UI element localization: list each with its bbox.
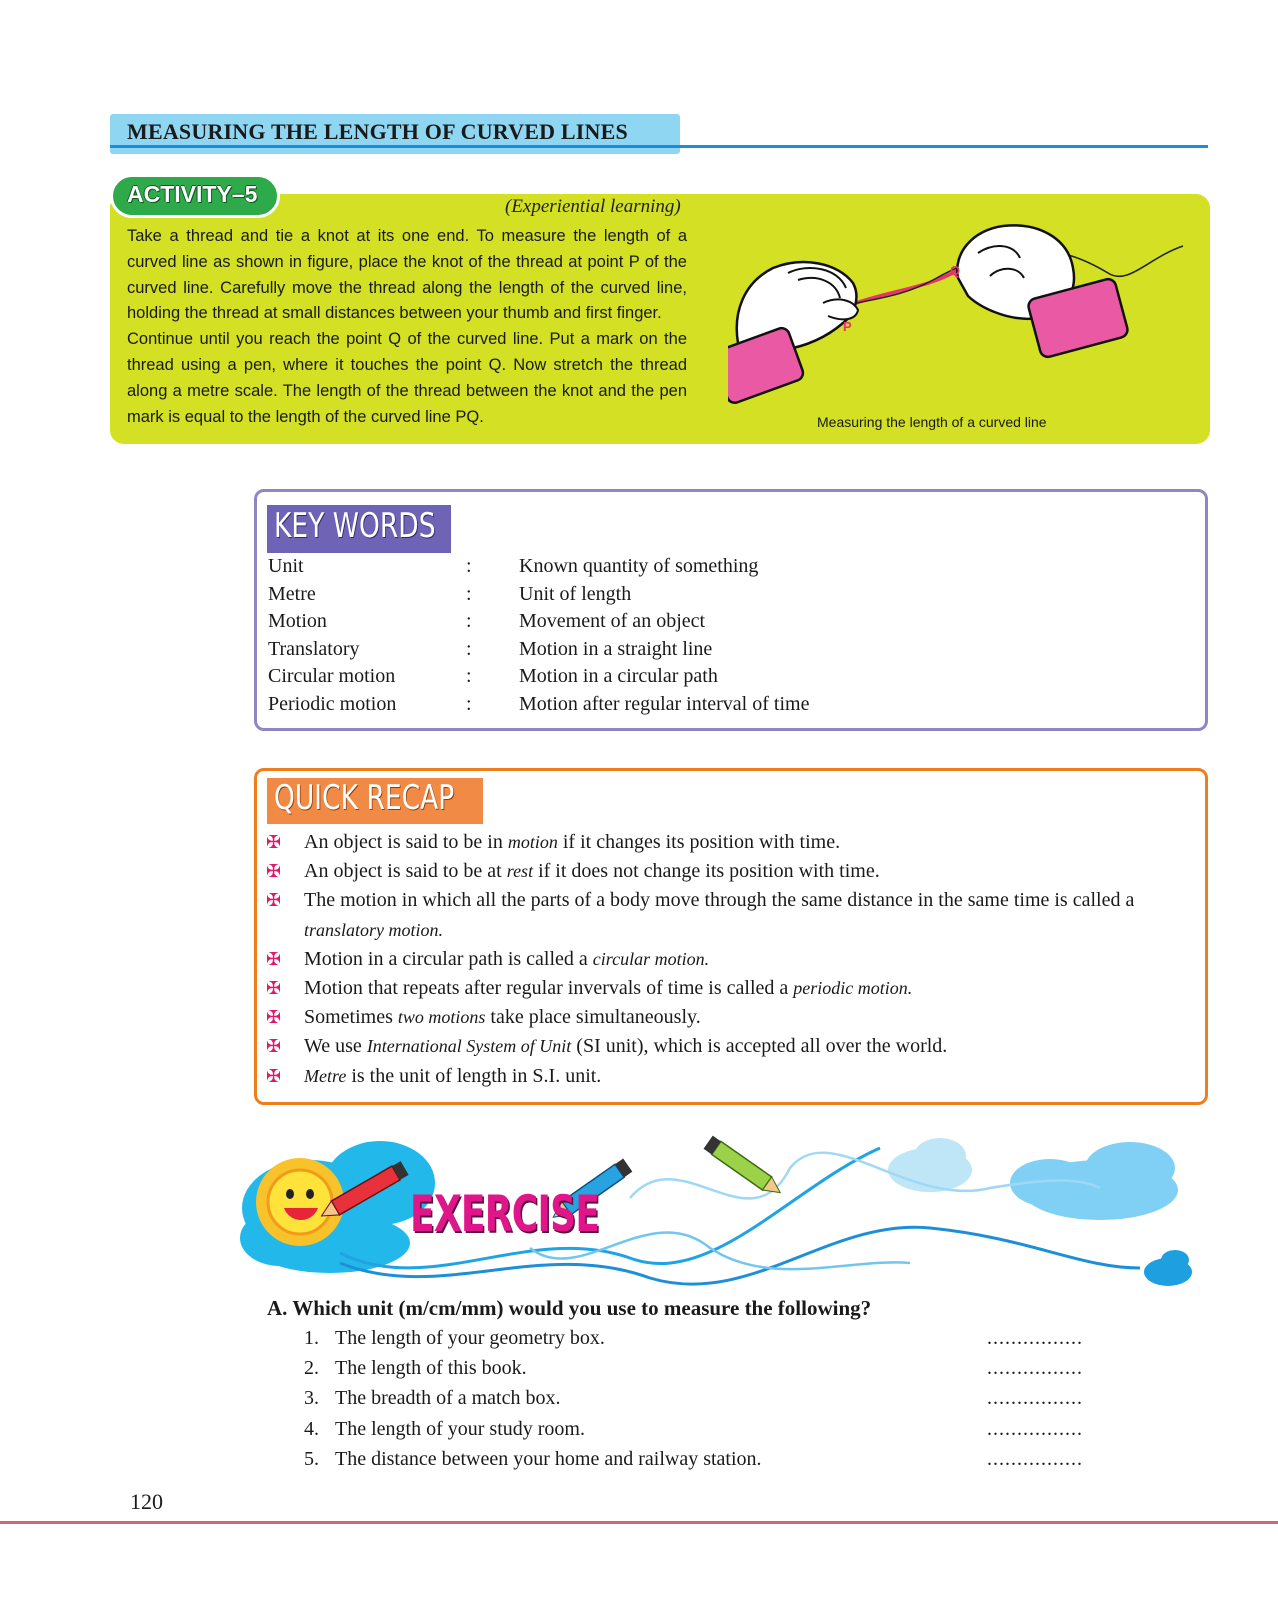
cloud-icon <box>888 1138 972 1192</box>
activity-text <box>127 224 687 430</box>
recap-item: ✠ We use International System of Unit (SI unit), which is accepted all over the world. <box>266 1032 1201 1061</box>
answer-blank[interactable]: ................ <box>987 1418 1083 1440</box>
answer-blank[interactable]: ................ <box>987 1357 1083 1379</box>
cross-bullet-icon: ✠ <box>266 861 282 883</box>
cross-bullet-icon: ✠ <box>266 1065 282 1087</box>
section-rule <box>110 145 1208 148</box>
key-words-heading: KEY WORDS <box>274 506 436 546</box>
footer-rule <box>0 1521 1278 1524</box>
key-word-definition: Movement of an object <box>519 610 706 632</box>
key-word-colon: : <box>466 665 472 687</box>
right-hand <box>957 225 1129 358</box>
question-a: A. Which unit (m/cm/mm) would you use to measure the following? <box>267 1296 872 1320</box>
key-word-definition: Motion in a straight line <box>519 637 713 660</box>
question-number: 5. <box>304 1448 319 1470</box>
question-text: The breadth of a match box. <box>335 1387 561 1409</box>
answer-blank[interactable]: ................ <box>987 1448 1083 1470</box>
key-word-term: Unit <box>268 555 304 577</box>
exercise-banner-art <box>230 1128 1230 1298</box>
key-word-colon: : <box>466 692 472 715</box>
cross-bullet-icon: ✠ <box>266 890 282 912</box>
cross-bullet-icon: ✠ <box>266 1036 282 1058</box>
recap-item: ✠ Motion that repeats after regular invervals of time is called a periodic motion. <box>266 974 1201 1003</box>
question-text: The distance between your home and railway station. <box>335 1448 762 1470</box>
activity-paragraph-2: Continue until you reach the point Q of the curved line. Put a mark on the thread using a pen, where it touches the point Q. Now stretch the thread along a metre scale. The length of the thread between the knot and the pen mark is equal to the length of the curved line PQ. <box>127 330 687 426</box>
key-word-colon: : <box>466 582 472 605</box>
activity-subtitle: (Experiential learning) <box>505 196 681 217</box>
left-hand <box>728 262 858 405</box>
key-word-colon: : <box>466 555 472 577</box>
cloud-icon <box>1144 1250 1192 1286</box>
question-number: 1. <box>304 1327 319 1349</box>
green-pencil-icon <box>704 1136 785 1200</box>
activity-paragraph-1: Take a thread and tie a knot at its one end. To measure the length of a curved line as shown in figure, place the knot of the thread at point P of the curved line. Carefully move the thread along the length of the curved line, holding the thread at small distances between your thumb and first finger. <box>127 227 687 323</box>
activity-tag-label: ACTIVITY–5 <box>127 181 258 207</box>
question-number: 2. <box>304 1357 319 1379</box>
hands-thread-illustration <box>728 218 1198 418</box>
question-text: The length of this book. <box>335 1357 527 1379</box>
recap-item: ✠ The motion in which all the parts of a body move through the same distance in the same time is called a translatory motion. <box>266 886 1201 944</box>
question-number: 4. <box>304 1418 319 1440</box>
key-word-term: Motion <box>268 610 327 632</box>
recap-item: ✠ Metre is the unit of length in S.I. unit. <box>266 1062 1201 1091</box>
key-word-colon: : <box>466 610 472 632</box>
key-word-definition: Motion after regular interval of time <box>519 692 810 715</box>
answer-blank[interactable]: ................ <box>987 1327 1083 1349</box>
point-p-label: P <box>843 319 852 334</box>
key-word-definition: Known quantity of something <box>519 555 759 577</box>
key-word-definition: Motion in a circular path <box>519 665 718 687</box>
cross-bullet-icon: ✠ <box>266 948 282 970</box>
cross-bullet-icon: ✠ <box>266 1007 282 1029</box>
figure-caption: Measuring the length of a curved line <box>817 414 1047 430</box>
cross-bullet-icon: ✠ <box>266 978 282 1000</box>
page-number: 120 <box>130 1489 163 1514</box>
recap-item: ✠ Motion in a circular path is called a circular motion. <box>266 945 1201 974</box>
key-word-term: Periodic motion <box>268 692 397 715</box>
key-word-term: Metre <box>268 582 316 605</box>
point-q-label: Q <box>950 263 961 278</box>
question-text: The length of your geometry box. <box>335 1327 605 1349</box>
question-number: 3. <box>304 1387 319 1409</box>
key-word-term: Translatory <box>268 637 360 660</box>
key-word-colon: : <box>466 637 472 660</box>
exercise-heading: EXERCISE <box>410 1185 600 1243</box>
question-text: The length of your study room. <box>335 1418 585 1440</box>
recap-item: ✠ Sometimes two motions take place simultaneously. <box>266 1003 1201 1032</box>
quick-recap-list <box>266 828 1201 1091</box>
quick-recap-heading: QUICK RECAP <box>274 778 455 818</box>
cross-bullet-icon: ✠ <box>266 832 282 853</box>
recap-item: ✠ An object is said to be at rest if it does not change its position with time. <box>266 857 1201 886</box>
recap-item: ✠ An object is said to be in motion if it changes its position with time. <box>266 828 1201 857</box>
key-word-term: Circular motion <box>268 665 396 687</box>
answer-blank[interactable]: ................ <box>987 1387 1083 1409</box>
section-title: MEASURING THE LENGTH OF CURVED LINES <box>127 119 628 144</box>
key-word-definition: Unit of length <box>519 582 632 605</box>
